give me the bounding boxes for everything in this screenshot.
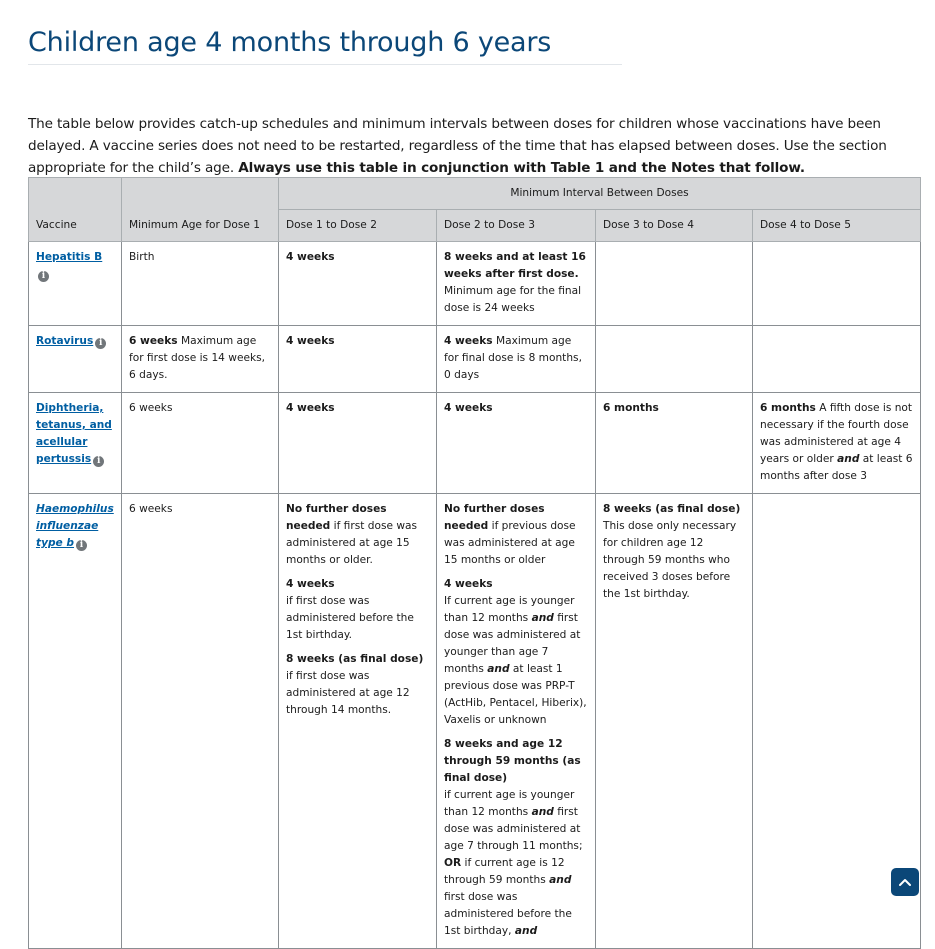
interval-cell: 6 months A fifth dose is not necessary if the fourth dose was administered at age 4 years or older and at least 6 months after dose 3 xyxy=(753,393,921,494)
interval-cell: No further doses needed if first dose was administered at age 15 months or older. 4 weeks if first dose was administered before the 1st birthday. 8 weeks (as final dose) if first dose was administered at age 12 through 14 months. xyxy=(279,494,437,949)
interval-cell: 4 weeks xyxy=(279,326,437,393)
back-to-top-button[interactable] xyxy=(891,868,919,896)
header-dose2-3: Dose 2 to Dose 3 xyxy=(437,210,596,242)
header-dose4-5: Dose 4 to Dose 5 xyxy=(753,210,921,242)
interval-cell: 4 weeks xyxy=(279,393,437,494)
page-title: Children age 4 months through 6 years xyxy=(28,26,622,65)
interval-cell xyxy=(596,242,753,326)
info-icon[interactable]: i xyxy=(38,271,49,282)
table-row xyxy=(29,242,921,326)
info-icon[interactable]: i xyxy=(95,338,106,349)
interval-cell: 8 weeks (as final dose) This dose only necessary for children age 12 through 59 months who received 3 doses before the 1st birthday. xyxy=(596,494,753,949)
min-age-cell: 6 weeks xyxy=(122,393,279,494)
vaccine-cell xyxy=(29,393,122,494)
info-icon[interactable]: i xyxy=(93,456,104,467)
interval-cell: 4 weeks Maximum age for final dose is 8 months, 0 days xyxy=(437,326,596,393)
interval-cell: No further doses needed if previous dose was administered at age 15 months or older 4 weeks If current age is younger than 12 months and first dose was administered at younger than age 7 months and at least 1 previous dose was PRP-T (ActHib, Pentacel, Hiberix), Vaxelis or unknown 8 weeks and age 12 through 59 months (as final dose) if current age is younger than 12 months and first dose was administered at age 7 through 11 months; OR if current age is 12 through 59 months and first dose was administered before the 1st birthday, and xyxy=(437,494,596,949)
vaccine-link-hib[interactable]: Haemophilus influenzae type b xyxy=(36,503,114,549)
interval-cell xyxy=(753,242,921,326)
info-icon[interactable]: i xyxy=(76,540,87,551)
min-age-cell: Birth xyxy=(122,242,279,326)
chevron-up-icon xyxy=(899,878,911,886)
table-row xyxy=(29,326,921,393)
header-min-age: Minimum Age for Dose 1 xyxy=(122,178,279,242)
interval-cell xyxy=(753,326,921,393)
table-row xyxy=(29,494,921,949)
vaccine-cell xyxy=(29,242,122,326)
min-age-cell: 6 weeks xyxy=(122,494,279,949)
interval-cell: 8 weeks and at least 16 weeks after first dose. Minimum age for the final dose is 24 weeks xyxy=(437,242,596,326)
interval-cell xyxy=(596,326,753,393)
vaccine-link-hepatitis-b[interactable]: Hepatitis B xyxy=(36,251,103,263)
table-row xyxy=(29,393,921,494)
vaccine-cell xyxy=(29,494,122,949)
header-vaccine: Vaccine xyxy=(29,178,122,242)
catch-up-schedule-table xyxy=(28,177,921,949)
header-dose1-2: Dose 1 to Dose 2 xyxy=(279,210,437,242)
interval-cell: 4 weeks xyxy=(437,393,596,494)
header-dose3-4: Dose 3 to Dose 4 xyxy=(596,210,753,242)
interval-cell: 4 weeks xyxy=(279,242,437,326)
vaccine-link-rotavirus[interactable]: Rotavirus xyxy=(36,335,94,347)
header-min-interval: Minimum Interval Between Doses xyxy=(279,178,921,210)
intro-bold-note: Always use this table in conjunction with Table 1 and the Notes that follow. xyxy=(238,160,805,176)
min-age-cell: 6 weeks Maximum age for first dose is 14 weeks, 6 days. xyxy=(122,326,279,393)
vaccine-link-dtap[interactable]: Diphtheria, tetanus, and acellular pertussis xyxy=(36,402,112,465)
vaccine-cell xyxy=(29,326,122,393)
intro-paragraph: The table below provides catch-up schedules and minimum intervals between doses for children whose vaccinations have been delayed. A vaccine series does not need to be restarted, regardless of the time that has elapsed between doses. Use the section appropriate for the child’s age. Always use this table in conjunction with Table 1 and the Notes that follow. xyxy=(28,116,887,176)
interval-cell: 6 months xyxy=(596,393,753,494)
